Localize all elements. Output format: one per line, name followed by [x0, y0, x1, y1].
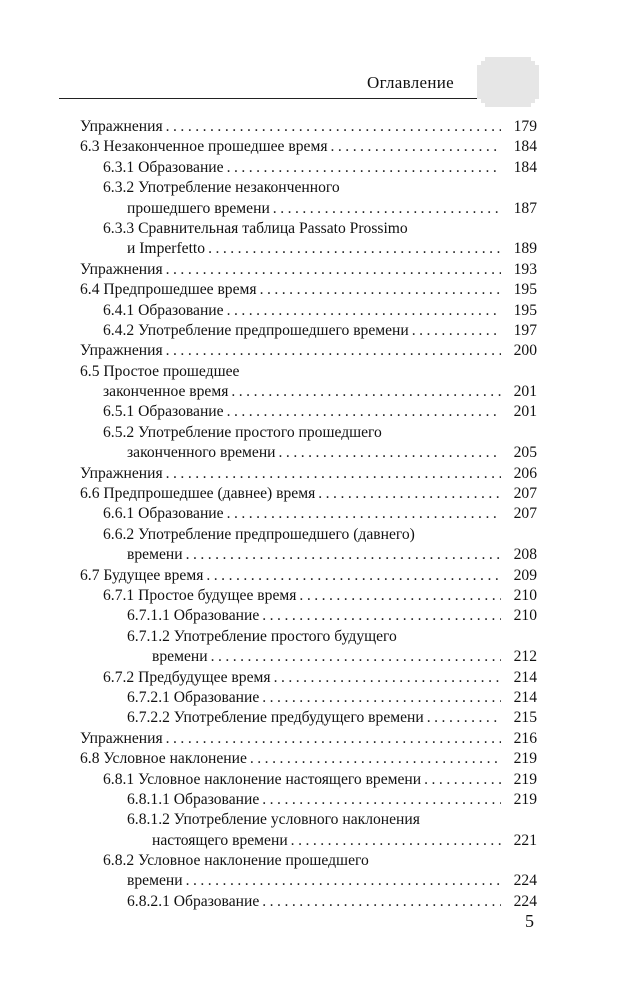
toc-dot-leader — [260, 280, 501, 300]
toc-dot-leader — [318, 484, 501, 504]
toc-entry — [80, 586, 537, 606]
toc-entry — [80, 504, 537, 524]
toc-page-number: 210 — [513, 586, 537, 604]
toc-page-number: 193 — [513, 260, 537, 278]
toc-entry — [80, 647, 537, 667]
toc-entry-title: 6.7.2.2 Употребление предбудущего времени — [127, 709, 424, 727]
toc-entry-title: 6.7.1.1 Образование — [127, 607, 260, 625]
toc-page-number: 187 — [513, 199, 537, 217]
toc-dot-leader — [412, 321, 501, 341]
toc-entry-title: 6.6.2 Употребление предпрошедшего (давнего) — [103, 525, 415, 543]
toc-entry-title: времени — [127, 872, 183, 890]
toc-page-number: 200 — [513, 342, 537, 360]
toc-dot-leader — [262, 790, 501, 810]
toc-entry — [80, 484, 537, 504]
toc-page-number: 219 — [513, 790, 537, 808]
toc-entry-title: Упражнения — [80, 464, 163, 482]
toc-entry — [80, 321, 537, 341]
toc-page-number: 215 — [513, 709, 537, 727]
toc-dot-leader — [262, 606, 501, 626]
toc-entry-title: законченное время — [103, 383, 229, 401]
toc-dot-leader — [166, 729, 501, 749]
toc-entry-title: и Imperfetto — [127, 240, 206, 258]
toc-dot-leader — [427, 708, 501, 728]
toc-page-number: 221 — [513, 831, 537, 849]
toc-entry-title: 6.3 Незаконченное прошедшее время — [80, 138, 328, 156]
toc-entry-title: времени — [127, 546, 183, 564]
toc-entry-title: 6.7.2.1 Образование — [127, 688, 260, 706]
toc-dot-leader — [279, 443, 501, 463]
toc-entry-title: 6.8.2.1 Образование — [127, 892, 260, 910]
toc-entry-title: законченного времени — [127, 444, 276, 462]
toc-entry-heading — [80, 423, 537, 443]
toc-entry-title: Упражнения — [80, 118, 163, 135]
toc-entry — [80, 260, 537, 280]
toc-entry-title: 6.8.1 Условное наклонение настоящего времени — [103, 770, 422, 788]
page-number: 5 — [525, 911, 534, 931]
toc-page-number: 207 — [513, 505, 537, 523]
toc-entry-title: 6.5.1 Образование — [103, 403, 224, 421]
toc-entry — [80, 341, 537, 361]
toc-entry — [80, 688, 537, 708]
toc-entry — [80, 566, 537, 586]
toc-entry-heading — [80, 178, 537, 198]
toc-entry-title: 6.7.2 Предбудущее время — [103, 668, 271, 686]
toc-page-number: 219 — [513, 770, 537, 788]
toc-entry-title: 6.4.1 Образование — [103, 301, 224, 319]
toc-entry — [80, 545, 537, 565]
toc-entry-heading — [80, 362, 537, 382]
toc-entry — [80, 402, 537, 422]
toc-dot-leader — [262, 892, 501, 912]
toc-page-number: 195 — [513, 281, 537, 299]
toc-entry-title: 6.4.2 Употребление предпрошедшего времени — [103, 321, 409, 339]
toc-dot-leader — [206, 566, 501, 586]
toc-entry-heading — [80, 525, 537, 545]
toc-entry — [80, 464, 537, 484]
toc-entry — [80, 871, 537, 891]
toc-entry-heading — [80, 219, 537, 239]
toc-entry-title: 6.3.3 Сравнительная таблица Passato Prossimo — [103, 219, 408, 237]
toc-entry-title: Упражнения — [80, 729, 163, 747]
toc-entry — [80, 199, 537, 219]
toc-page-number: 208 — [513, 546, 537, 564]
page-header — [0, 0, 618, 110]
toc-page-number: 219 — [513, 750, 537, 768]
toc-dot-leader — [186, 545, 501, 565]
toc-page-number: 224 — [513, 892, 537, 910]
toc-page-number: 224 — [513, 872, 537, 890]
toc-dot-leader — [166, 117, 501, 137]
running-header-title: Оглавление — [367, 73, 454, 92]
toc-entry-title: 6.6.1 Образование — [103, 505, 224, 523]
toc-page-number: 197 — [513, 321, 537, 339]
toc-entry — [80, 301, 537, 321]
toc-dot-leader — [424, 770, 501, 790]
toc-entry — [80, 239, 537, 259]
toc-page-number: 201 — [513, 403, 537, 421]
toc-page-number: 214 — [513, 688, 537, 706]
toc-entry — [80, 443, 537, 463]
toc-page-number: 216 — [513, 729, 537, 747]
toc-page-number: 210 — [513, 607, 537, 625]
toc-page-number: 206 — [513, 464, 537, 482]
toc-entry — [80, 668, 537, 688]
toc-page-number: 207 — [513, 485, 537, 503]
toc-entry — [80, 382, 537, 402]
toc-entry — [80, 117, 537, 137]
toc-entry-title: 6.8.1.2 Употребление условного наклонения — [127, 811, 420, 829]
toc-entry-heading — [80, 627, 537, 647]
toc-entry-title: 6.4 Предпрошедшее время — [80, 281, 257, 299]
toc-page-number: 209 — [513, 566, 537, 584]
toc-dot-leader — [273, 199, 501, 219]
toc-page-number: 212 — [513, 648, 537, 666]
toc-dot-leader — [250, 749, 501, 769]
toc-dot-leader — [274, 668, 501, 688]
toc-entry — [80, 892, 537, 912]
toc-dot-leader — [227, 158, 501, 178]
toc-entry-title: 6.8 Условное наклонение — [80, 750, 247, 768]
toc-entry-heading — [80, 851, 537, 871]
toc-entry-title: 6.7 Будущее время — [80, 566, 204, 584]
toc-dot-leader — [227, 504, 501, 524]
toc-dot-leader — [186, 871, 501, 891]
toc-entry-title: времени — [152, 648, 208, 666]
header-rule — [59, 98, 479, 99]
toc-dot-leader — [166, 464, 501, 484]
toc-entry-title: 6.5.2 Употребление простого прошедшего — [103, 423, 382, 441]
toc-page-number: 205 — [513, 444, 537, 462]
toc-entry — [80, 749, 537, 769]
toc-dot-leader — [231, 382, 501, 402]
toc-entry-heading — [80, 810, 537, 830]
toc-entry — [80, 280, 537, 300]
toc-entry-title: 6.5 Простое прошедшее — [80, 362, 240, 380]
toc-entry — [80, 606, 537, 626]
toc-dot-leader — [299, 586, 501, 606]
thumb-index-tab — [477, 57, 539, 107]
toc-dot-leader — [227, 402, 501, 422]
toc-entry-title: 6.3.2 Употребление незаконченного — [103, 179, 340, 197]
toc-page-number: 201 — [513, 383, 537, 401]
toc-dot-leader — [208, 239, 501, 259]
toc-page-number: 184 — [513, 158, 537, 176]
toc-entry-title: прошедшего времени — [127, 199, 270, 217]
toc-dot-leader — [331, 137, 502, 157]
toc-dot-leader — [166, 260, 501, 280]
toc-page-number: 189 — [513, 240, 537, 258]
toc-entry-title: 6.7.1 Простое будущее время — [103, 586, 297, 604]
toc-dot-leader — [211, 647, 501, 667]
toc-dot-leader — [166, 341, 501, 361]
toc-dot-leader — [262, 688, 501, 708]
toc-entry — [80, 770, 537, 790]
toc-page-number: 195 — [513, 301, 537, 319]
toc-entry-title: 6.6 Предпрошедшее (давнее) время — [80, 485, 316, 503]
toc-entry-title: настоящего времени — [152, 831, 288, 849]
toc-page-number: 184 — [513, 138, 537, 156]
toc-entry-title: Упражнения — [80, 342, 163, 360]
toc-entry — [80, 137, 537, 157]
toc-entry-title: 6.8.1.1 Образование — [127, 790, 260, 808]
toc-entry — [80, 158, 537, 178]
table-of-contents — [80, 117, 537, 912]
toc-entry — [80, 729, 537, 749]
toc-dot-leader — [227, 301, 501, 321]
toc-page-number: 179 — [513, 118, 537, 135]
toc-entry — [80, 790, 537, 810]
toc-entry-title: 6.8.2 Условное наклонение прошедшего — [103, 852, 369, 870]
toc-entry — [80, 708, 537, 728]
toc-entry-title: 6.3.1 Образование — [103, 158, 224, 176]
toc-entry-title: Упражнения — [80, 260, 163, 278]
toc-dot-leader — [291, 831, 501, 851]
toc-page-number: 214 — [513, 668, 537, 686]
toc-entry-title: 6.7.1.2 Употребление простого будущего — [127, 627, 397, 645]
toc-entry — [80, 831, 537, 851]
